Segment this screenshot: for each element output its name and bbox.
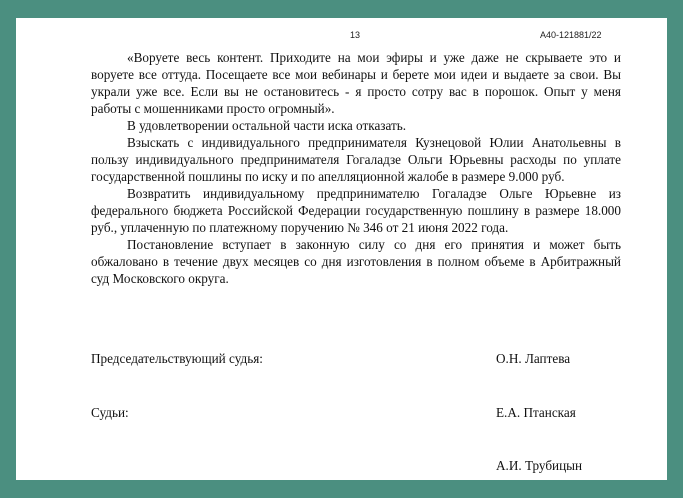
judge-name-1: Е.А. Птанская bbox=[496, 405, 576, 420]
page-number: 13 bbox=[350, 30, 361, 40]
document-page bbox=[16, 18, 667, 480]
quote-paragraph: «Воруете весь контент. Приходите на мои эфиры и уже даже не скрываете это и воруете все оттуда. Посещаете все мои вебинары и берете мои идеи и выдаете за свои. Вы украли уже все. Если вы не остановитесь - я просто сотру вас в порошок. Опыт у меня работы с мошенниками просто огромный». bbox=[91, 50, 621, 116]
presiding-judge-name: О.Н. Лаптева bbox=[496, 351, 571, 366]
dismissal-paragraph: В удовлетворении остальной части иска отказать. bbox=[127, 118, 407, 133]
judges-label: Судьи: bbox=[91, 405, 129, 420]
judge-name-2: А.И. Трубицын bbox=[496, 458, 583, 473]
recovery-paragraph: Взыскать с индивидуального предпринимателя Кузнецовой Юлии Анатольевны в пользу индивидуального предпринимателя Гогаладзе Ольги Юрьевны расходы по уплате государственной пошлины по иску и по апелляционной жалобе в размере 9.000 руб. bbox=[91, 135, 621, 184]
case-number: А40-121881/22 bbox=[540, 30, 602, 40]
presiding-judge-label: Председательствующий судья: bbox=[91, 351, 263, 366]
refund-paragraph: Возвратить индивидуальному предпринимателю Гогаладзе Ольге Юрьевне из федерального бюджета Российской Федерации государственную пошлину в размере 18.000 руб., уплаченную по платежному поручению № 346 от 21 июня 2022 года. bbox=[91, 186, 621, 235]
effect-paragraph: Постановление вступает в законную силу со дня его принятия и может быть обжаловано в течение двух месяцев со дня изготовления в полном объеме в Арбитражный суд Московского округа. bbox=[91, 237, 621, 286]
ruling-text bbox=[91, 49, 621, 287]
